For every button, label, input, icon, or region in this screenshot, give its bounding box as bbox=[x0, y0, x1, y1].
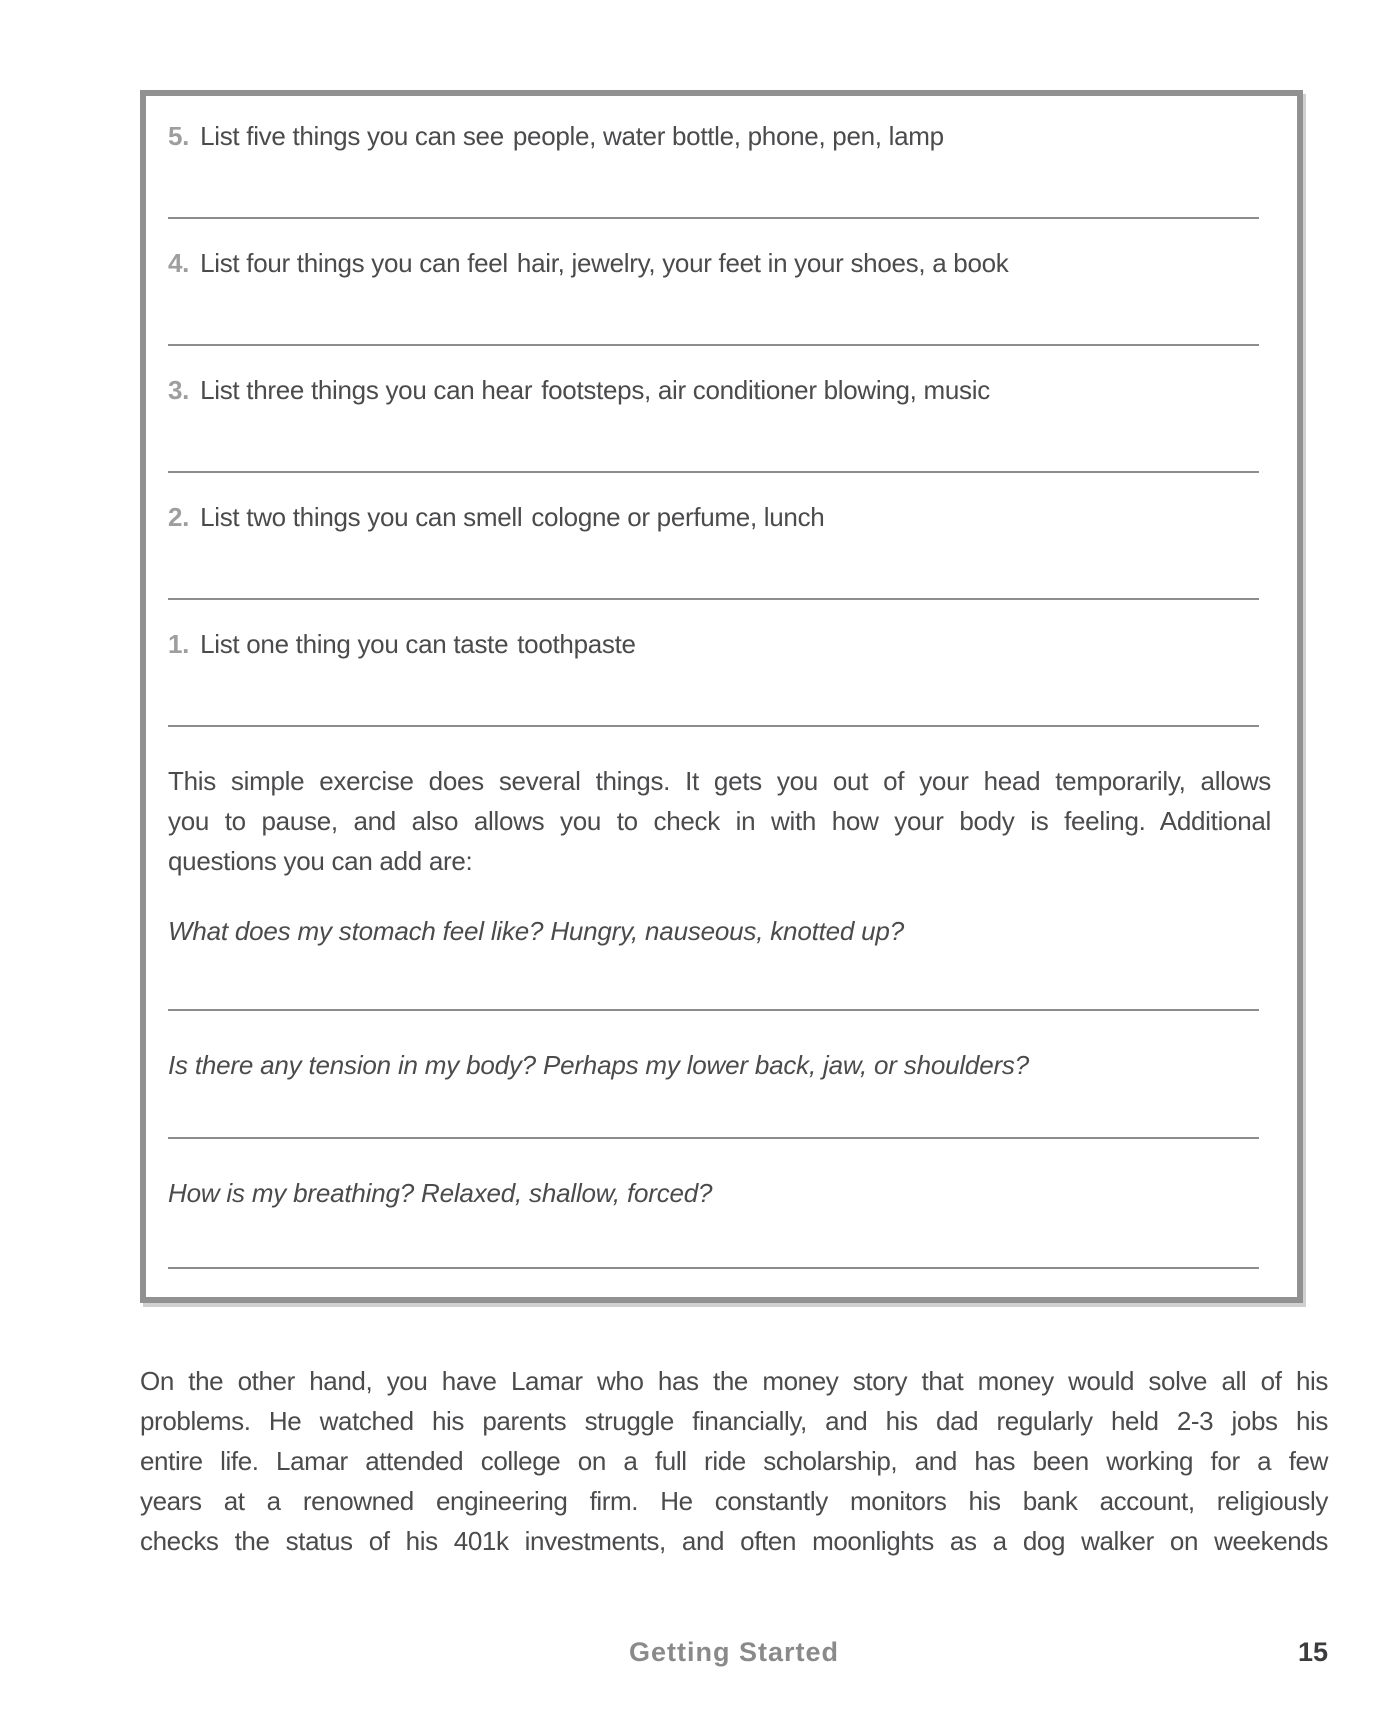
explanation-line: This simple exercise does several things. It gets you out of your head temporarily, allows bbox=[168, 766, 1271, 796]
prompt-question-tension: Is there any tension in my body? Perhaps my lower back, jaw, or shoulders? bbox=[168, 1050, 1029, 1080]
page-footer bbox=[140, 1637, 1328, 1677]
write-in-line bbox=[168, 598, 1259, 600]
worksheet-item-2 bbox=[168, 499, 1271, 535]
item-number: 5. bbox=[168, 121, 190, 151]
grounding-exercise-box bbox=[140, 90, 1303, 1303]
exercise-explanation bbox=[168, 761, 1271, 881]
body-paragraph-line: entire life. Lamar attended college on a full ride scholarship, and has been working for a few bbox=[140, 1446, 1328, 1476]
page-number: 15 bbox=[1297, 1637, 1328, 1667]
write-in-line bbox=[168, 471, 1259, 473]
item-number: 3. bbox=[168, 375, 190, 405]
item-question: List one thing you can taste bbox=[200, 629, 509, 659]
item-number: 4. bbox=[168, 248, 190, 278]
running-footer-title: Getting Started bbox=[628, 1637, 839, 1667]
body-paragraph-line: years at a renowned engineering firm. He constantly monitors his bank account, religiously bbox=[140, 1486, 1328, 1516]
write-in-line bbox=[168, 1137, 1259, 1139]
item-answer: hair, jewelry, your feet in your shoes, a book bbox=[516, 248, 1009, 278]
worksheet-item-4 bbox=[168, 245, 1271, 281]
body-paragraph-lamar bbox=[140, 1361, 1328, 1561]
item-question: List five things you can see bbox=[200, 121, 504, 151]
item-number: 2. bbox=[168, 502, 190, 532]
worksheet-item-5 bbox=[168, 118, 1271, 154]
item-answer: people, water bottle, phone, pen, lamp bbox=[512, 121, 944, 151]
prompt-question-breathing: How is my breathing? Relaxed, shallow, forced? bbox=[168, 1178, 713, 1208]
write-in-line bbox=[168, 1267, 1259, 1269]
item-question: List three things you can hear bbox=[200, 375, 533, 405]
write-in-line bbox=[168, 725, 1259, 727]
body-paragraph-line: On the other hand, you have Lamar who has the money story that money would solve all of his bbox=[140, 1366, 1328, 1396]
item-question: List four things you can feel bbox=[200, 248, 508, 278]
item-answer: toothpaste bbox=[517, 629, 636, 659]
item-answer: cologne or perfume, lunch bbox=[531, 502, 825, 532]
worksheet-item-1 bbox=[168, 626, 1271, 662]
item-answer: footsteps, air conditioner blowing, music bbox=[541, 375, 990, 405]
explanation-line: questions you can add are: bbox=[168, 846, 473, 876]
explanation-line: you to pause, and also allows you to check in with how your body is feeling. Additional bbox=[168, 806, 1271, 836]
body-paragraph-line: problems. He watched his parents struggle financially, and his dad regularly held 2-3 jobs his bbox=[140, 1406, 1328, 1436]
write-in-line bbox=[168, 217, 1259, 219]
worksheet-item-3 bbox=[168, 372, 1271, 408]
item-number: 1. bbox=[168, 629, 190, 659]
write-in-line bbox=[168, 344, 1259, 346]
body-paragraph-line: checks the status of his 401k investments, and often moonlights as a dog walker on weekends bbox=[140, 1526, 1328, 1556]
prompt-question-stomach: What does my stomach feel like? Hungry, nauseous, knotted up? bbox=[168, 916, 904, 946]
write-in-line bbox=[168, 1009, 1259, 1011]
item-question: List two things you can smell bbox=[200, 502, 523, 532]
